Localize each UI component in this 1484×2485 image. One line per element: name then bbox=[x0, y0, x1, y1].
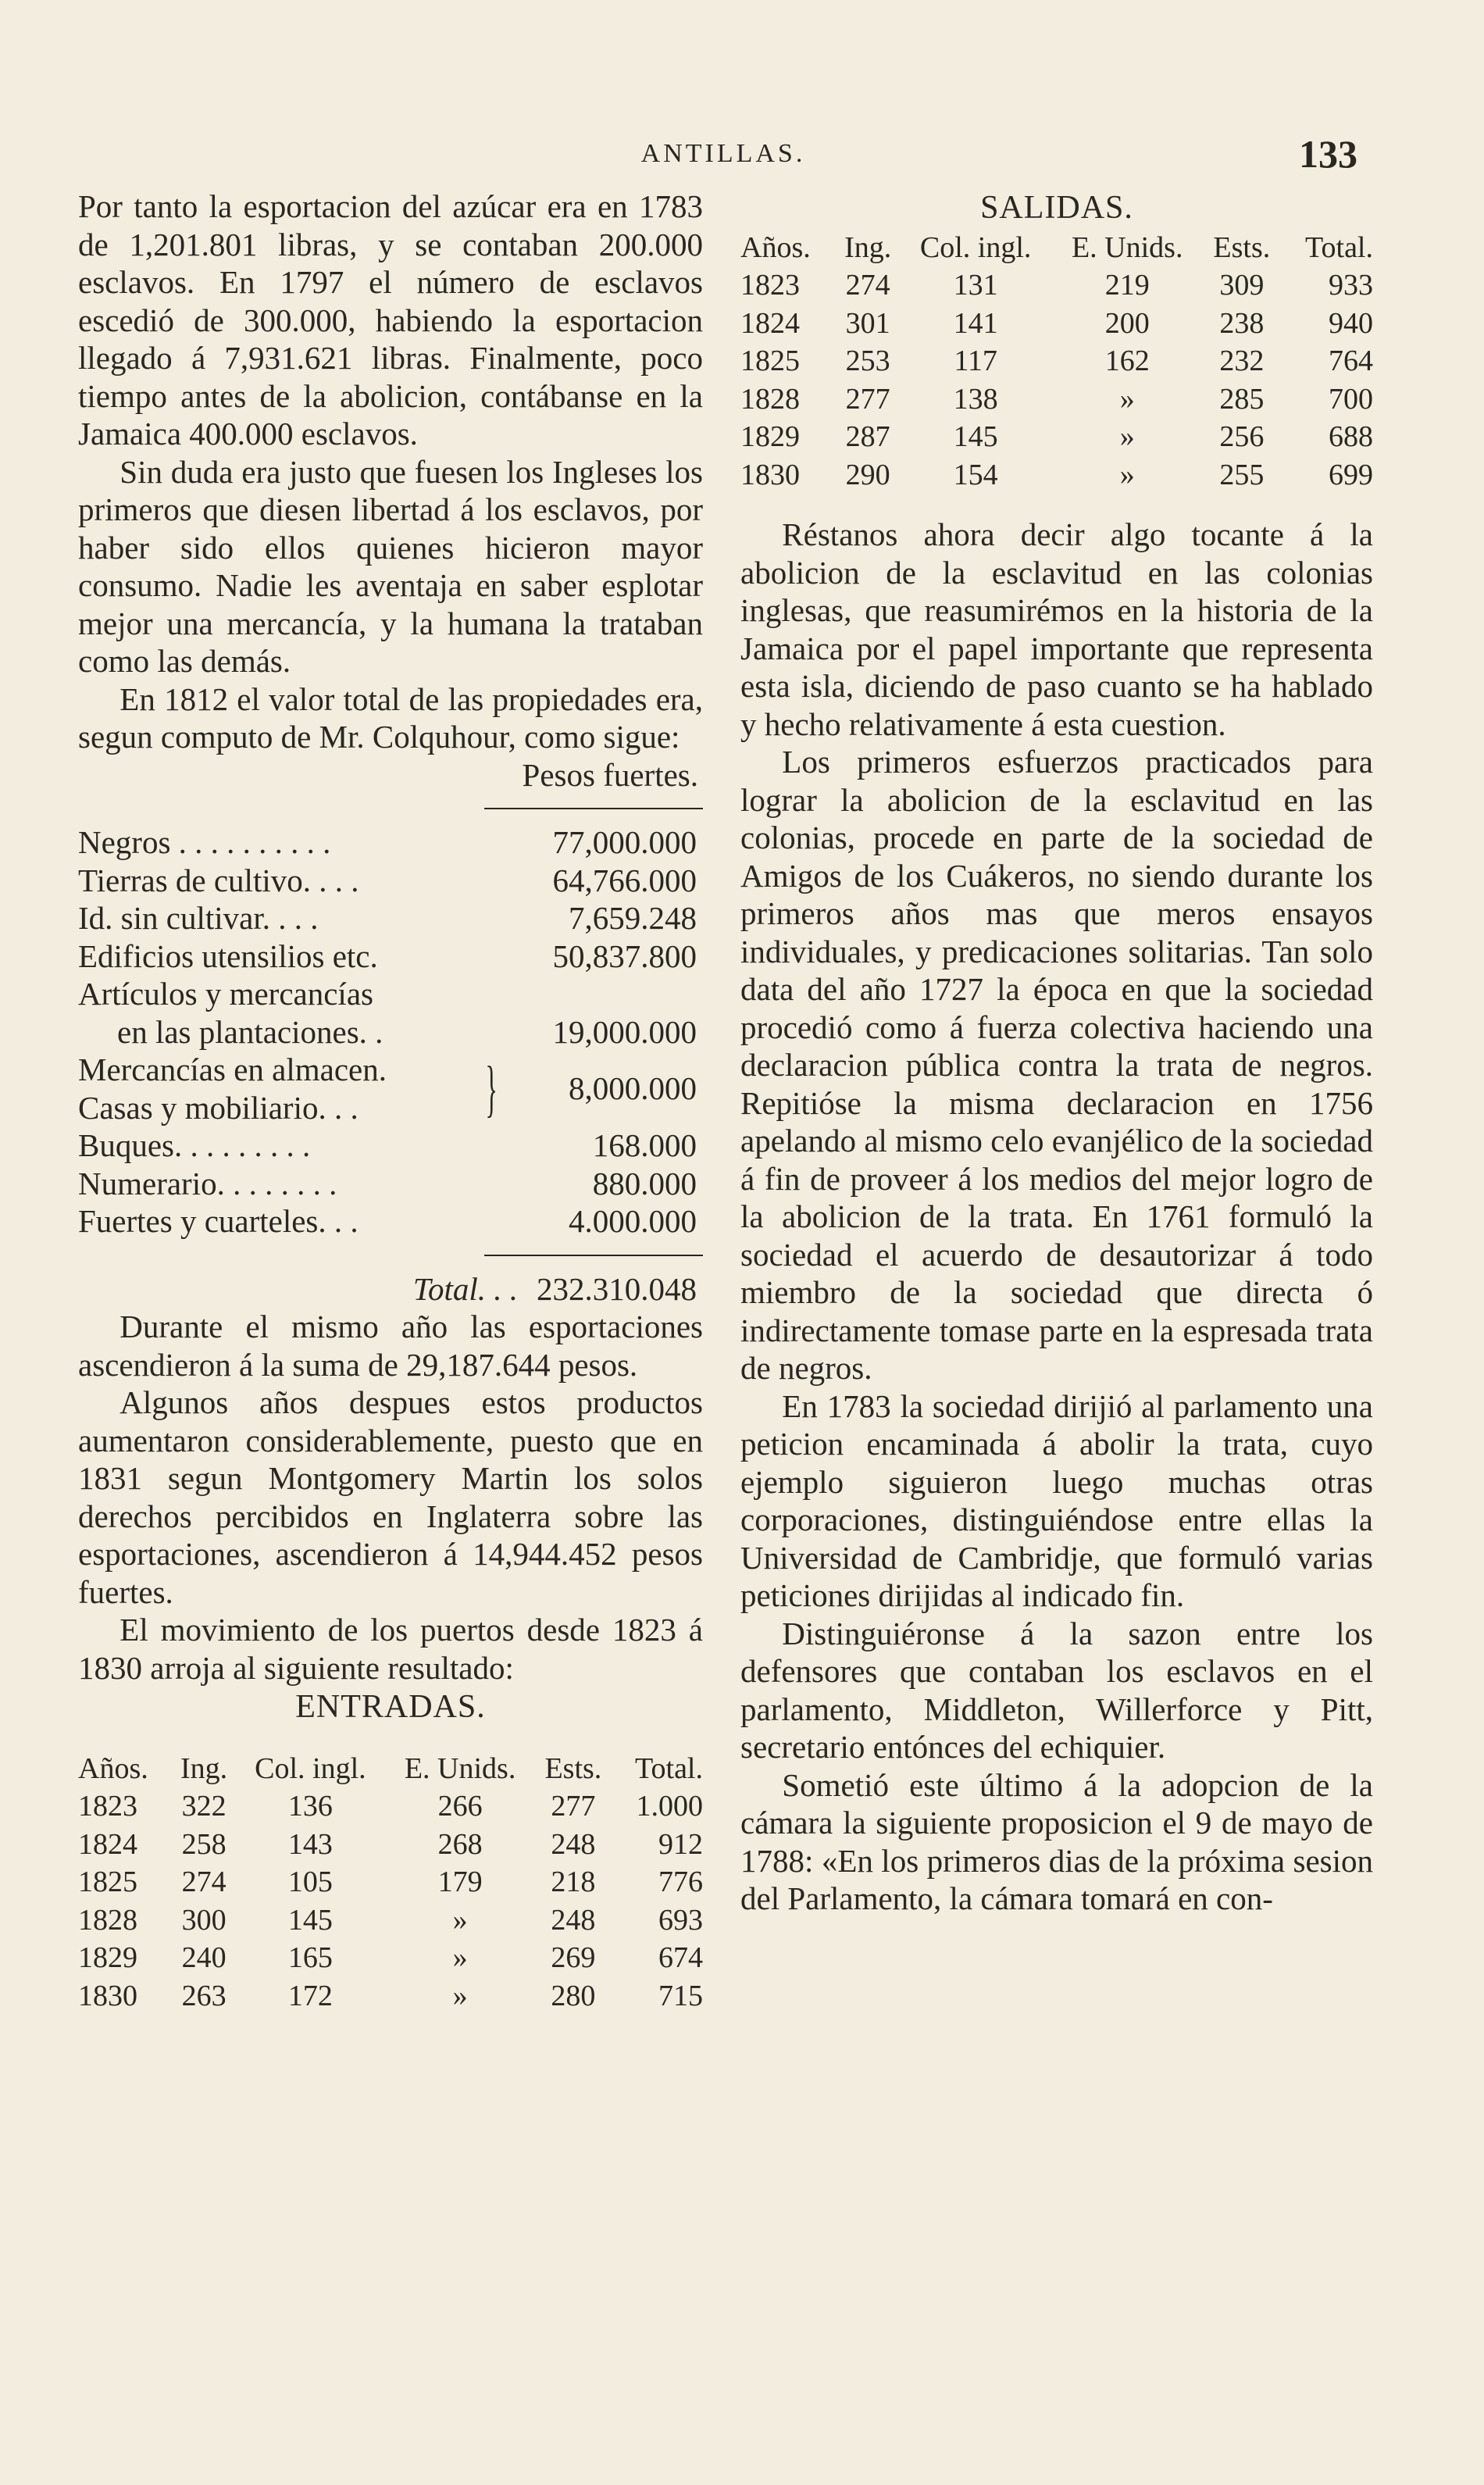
paragraph: Algunos años despues estos productos aumentaron considerablemente, puesto que en 1831 segun Montgomery Martin los solos derechos percibidos en Inglaterra sobre las esportaciones, ascendieron á 14,944.452 pesos fuertes. bbox=[78, 1384, 703, 1610]
table-cell: » bbox=[452, 1903, 468, 1937]
property-row bbox=[78, 823, 703, 862]
table-cell: 1824 bbox=[740, 306, 800, 340]
table-row bbox=[78, 1939, 703, 1977]
table-cell: » bbox=[1119, 420, 1135, 453]
paragraph: Durante el mismo año las esportaciones ascendieron á la suma de 29,187.644 pesos. bbox=[78, 1309, 703, 1383]
table-cell: » bbox=[452, 1979, 468, 2012]
table-cell: 248 bbox=[551, 1903, 596, 1937]
property-label: Tierras de cultivo. . . . bbox=[78, 862, 359, 898]
table-header-row bbox=[740, 229, 1373, 267]
table-row bbox=[78, 1863, 703, 1901]
table-row bbox=[78, 1787, 703, 1826]
table-cell: 105 bbox=[287, 1866, 333, 1898]
property-row bbox=[78, 1013, 703, 1051]
table-cell: 699 bbox=[1329, 458, 1373, 491]
property-row bbox=[78, 1202, 703, 1241]
table-cell: 301 bbox=[845, 306, 890, 340]
table-cell: 268 bbox=[437, 1827, 483, 1861]
table-cell: 269 bbox=[551, 1941, 596, 1974]
property-row bbox=[78, 937, 703, 976]
paragraph: Los primeros esfuerzos practicados para lograr la abolicion de la esclavitud en las colonias, procede en parte de la sociedad de Amigos de los Cuákeros, no siendo durante los primeros años mas que meros ensayos individuales, y predicaciones solitarias. Tan solo data del año 1727 la época en que la sociedad procedió como á fuerza colectiva haciendo una declaracion pública contra la trata de negros. Repitióse la misma declaracion en 1756 apelando al mismo celo evanjélico de la sociedad á fin de proveer á los medios del mejor logro de la abolicion de la trata. En 1761 formuló la sociedad el acuerdo de desautorizar á todo miembro de la sociedad que directa ó indirectamente tomase parte en la espresada trata de negros. bbox=[740, 744, 1373, 1386]
table-row bbox=[740, 380, 1373, 419]
right-column bbox=[740, 187, 1373, 1918]
table-row bbox=[740, 266, 1373, 305]
table-cell: » bbox=[1119, 382, 1135, 416]
table-cell: 266 bbox=[437, 1790, 483, 1823]
brace-icon: } bbox=[485, 1054, 498, 1123]
column-header: Ing. bbox=[180, 1751, 228, 1785]
table-row bbox=[78, 1826, 703, 1864]
property-value: 4.000.000 bbox=[569, 1203, 697, 1239]
table-cell: 1823 bbox=[740, 269, 800, 302]
table-cell: 277 bbox=[551, 1790, 596, 1823]
table-cell: 1829 bbox=[78, 1941, 137, 1974]
page-header bbox=[75, 131, 1372, 186]
table-cell: 240 bbox=[181, 1941, 227, 1974]
property-row bbox=[78, 1165, 703, 1203]
total-value: 232.310.048 bbox=[537, 1270, 697, 1307]
table-cell: 322 bbox=[181, 1790, 227, 1823]
entradas-title: ENTRADAS. bbox=[295, 1689, 486, 1725]
table-cell: » bbox=[1119, 458, 1135, 491]
property-value: 8,000.000 bbox=[569, 1070, 697, 1107]
entradas-table bbox=[78, 1750, 703, 2015]
property-value: 50,837.800 bbox=[552, 937, 697, 974]
table-cell: 285 bbox=[1219, 382, 1265, 416]
table-cell: 141 bbox=[953, 306, 998, 340]
property-row bbox=[78, 1126, 703, 1165]
table-cell: 693 bbox=[658, 1903, 703, 1937]
property-value: 880.000 bbox=[592, 1165, 697, 1201]
table-cell: 1829 bbox=[740, 420, 800, 453]
table-cell: 248 bbox=[551, 1827, 596, 1861]
property-value: 19,000.000 bbox=[552, 1013, 697, 1050]
table-cell: 238 bbox=[1219, 306, 1265, 340]
column-header: Años. bbox=[740, 230, 811, 264]
table-cell: 131 bbox=[953, 269, 998, 302]
table-cell: 255 bbox=[1219, 458, 1265, 491]
table-cell: 287 bbox=[845, 420, 890, 453]
table-cell: 290 bbox=[845, 458, 890, 491]
table-cell: 274 bbox=[181, 1866, 227, 1898]
column-header: E. Unids. bbox=[404, 1751, 516, 1785]
property-value: 168.000 bbox=[592, 1127, 697, 1163]
property-label: Fuertes y cuarteles. . . bbox=[78, 1203, 359, 1239]
property-value bbox=[501, 975, 703, 1013]
table-cell: 145 bbox=[953, 420, 998, 453]
table-cell: 136 bbox=[287, 1790, 333, 1823]
table-cell: 256 bbox=[1219, 420, 1265, 453]
table-cell: 219 bbox=[1104, 269, 1150, 302]
table-cell: 277 bbox=[845, 382, 890, 416]
table-cell: 688 bbox=[1329, 420, 1373, 453]
table-cell: 1823 bbox=[78, 1790, 137, 1823]
table-cell: 1824 bbox=[78, 1827, 137, 1861]
table-cell: 280 bbox=[551, 1979, 596, 2012]
property-table bbox=[78, 823, 703, 1308]
property-value: 7,659.248 bbox=[569, 900, 697, 936]
property-value: 77,000.000 bbox=[552, 824, 697, 860]
table-row bbox=[740, 305, 1373, 343]
table-cell: 165 bbox=[287, 1941, 333, 1974]
salidas-table bbox=[740, 229, 1373, 495]
table-row bbox=[740, 456, 1373, 495]
property-row bbox=[78, 899, 703, 937]
table-cell: 145 bbox=[287, 1903, 333, 1937]
table-cell: 776 bbox=[658, 1866, 703, 1898]
paragraph: Por tanto la esportacion del azúcar era en 1783 de 1,201.801 libras, y se contaban 200.000 esclavos. En 1797 el número de esclavos escedió de 300.000, habiendo la esportacion llegado á 7,931.621 libras. Finalmente, poco tiempo antes de la abolicion, contábanse en la Jamaica 400.000 esclavos. bbox=[78, 188, 703, 452]
property-label: Negros . . . . . . . . . . bbox=[78, 824, 331, 860]
table-cell: 764 bbox=[1329, 345, 1373, 377]
paragraph: En 1783 la sociedad dirijió al parlamento una peticion encaminada á abolir la trata, cuyo ejemplo siguieron luego muchas otras corporaciones, distinguiéndose entre ellas la Universidad de Cambridje, que formuló varias peticiones dirijidas al indicado fin. bbox=[740, 1387, 1373, 1613]
table-header-row bbox=[78, 1750, 703, 1788]
table-cell: 218 bbox=[551, 1866, 596, 1898]
table-cell: 253 bbox=[845, 345, 890, 377]
column-header: Total. bbox=[634, 1751, 703, 1785]
table-cell: 300 bbox=[181, 1903, 227, 1937]
paragraph: Réstanos ahora decir algo tocante á la abolicion de la esclavitud en las colonias inglesas, que reasumirémos en la historia de la Jamaica por el papel importante que representa esta isla, diciendo de paso cuanto se ha hablado y hecho relativamente á esta cuestion. bbox=[740, 516, 1373, 742]
column-header: Col. ingl. bbox=[919, 230, 1032, 264]
property-label: Mercancías en almacen. bbox=[78, 1051, 387, 1087]
table-cell: 1825 bbox=[740, 345, 800, 377]
table-cell: 1828 bbox=[740, 382, 800, 416]
column-header: Ests. bbox=[544, 1751, 602, 1785]
divider bbox=[484, 808, 703, 809]
paragraph: Sin duda era justo que fuesen los Ingleses los primeros que diesen libertad á los esclavos, por haber sido ellos quienes hicieron mayor consumo. Nadie les aventaja en saber esplotar mejor una mercancía, y la humana la trataban como las demás. bbox=[78, 453, 703, 679]
column-header: Años. bbox=[78, 1751, 148, 1785]
table-row bbox=[78, 1977, 703, 2015]
paragraph: En 1812 el valor total de las propiedades era, segun computo de Mr. Colquhour, como sigue: bbox=[78, 680, 703, 755]
column-header: Col. ingl. bbox=[255, 1751, 366, 1785]
table-cell: 258 bbox=[181, 1827, 227, 1861]
total-row bbox=[78, 1270, 703, 1309]
property-label: Buques. . . . . . . . . bbox=[78, 1127, 311, 1163]
paragraph: Distinguiéronse á la sazon entre los defensores que contaban los esclavos en el parlamento, Middleton, Willerforce y Pitt, secretario entónces del echiquier. bbox=[740, 1615, 1373, 1765]
column-header: E. Unids. bbox=[1071, 230, 1183, 264]
paragraph: El movimiento de los puertos desde 1823 á 1830 arroja al siguiente resultado: bbox=[78, 1612, 703, 1686]
table-cell: 940 bbox=[1329, 306, 1373, 340]
property-label: Id. sin cultivar. . . . bbox=[78, 900, 319, 936]
table-cell: 1830 bbox=[740, 458, 800, 491]
table-cell: 138 bbox=[953, 382, 998, 416]
running-title: ANTILLAS. bbox=[640, 139, 806, 168]
table-cell: 154 bbox=[953, 458, 998, 491]
property-label: Numerario. . . . . . . . bbox=[78, 1165, 337, 1201]
table-cell: 1.000 bbox=[636, 1790, 703, 1823]
column-header: Total. bbox=[1304, 230, 1373, 264]
divider bbox=[484, 1255, 703, 1256]
table-cell: 117 bbox=[954, 345, 997, 377]
property-label: en las plantaciones. . bbox=[117, 1013, 383, 1050]
property-row bbox=[78, 975, 703, 1013]
table-row bbox=[740, 418, 1373, 456]
table-row bbox=[740, 342, 1373, 380]
table-cell: 1825 bbox=[78, 1866, 137, 1898]
table-cell: 274 bbox=[845, 269, 890, 302]
currency-header: Pesos fuertes. bbox=[522, 756, 698, 793]
property-label: Casas y mobiliario. . . bbox=[78, 1089, 359, 1126]
table-cell: 674 bbox=[658, 1941, 703, 1974]
property-label: Edificios utensilios etc. bbox=[78, 937, 378, 974]
table-cell: 309 bbox=[1219, 269, 1265, 302]
table-row bbox=[78, 1901, 703, 1940]
paragraph: Sometió este último á la adopcion de la cámara la siguiente proposicion el 9 de mayo de 1788: «En los primeros dias de la próxima sesion del Parlamento, la cámara tomará en con- bbox=[740, 1766, 1373, 1916]
table-cell: 162 bbox=[1104, 345, 1150, 377]
column-header: Ests. bbox=[1213, 230, 1271, 264]
property-value: 64,766.000 bbox=[552, 862, 697, 898]
table-cell: 1830 bbox=[78, 1979, 137, 2012]
column-header: Ing. bbox=[844, 230, 892, 264]
table-cell: 143 bbox=[287, 1827, 333, 1861]
table-cell: 1828 bbox=[78, 1903, 137, 1937]
page-number: 133 bbox=[1299, 132, 1357, 176]
table-cell: 200 bbox=[1104, 306, 1150, 340]
table-cell: 912 bbox=[658, 1827, 703, 1861]
table-cell: 933 bbox=[1329, 269, 1373, 302]
table-cell: 232 bbox=[1219, 345, 1265, 377]
total-label: Total. . . bbox=[412, 1270, 518, 1307]
table-cell: » bbox=[452, 1941, 468, 1974]
table-cell: 715 bbox=[658, 1979, 703, 2012]
left-column bbox=[78, 187, 703, 2015]
table-cell: 700 bbox=[1329, 382, 1373, 416]
property-label: Artículos y mercancías bbox=[78, 976, 373, 1012]
table-cell: 179 bbox=[437, 1866, 483, 1898]
property-row bbox=[78, 862, 703, 900]
table-cell: 263 bbox=[181, 1979, 227, 2012]
table-cell: 172 bbox=[287, 1979, 333, 2012]
salidas-title: SALIDAS. bbox=[980, 190, 1133, 226]
property-bracket-group bbox=[78, 1051, 703, 1126]
